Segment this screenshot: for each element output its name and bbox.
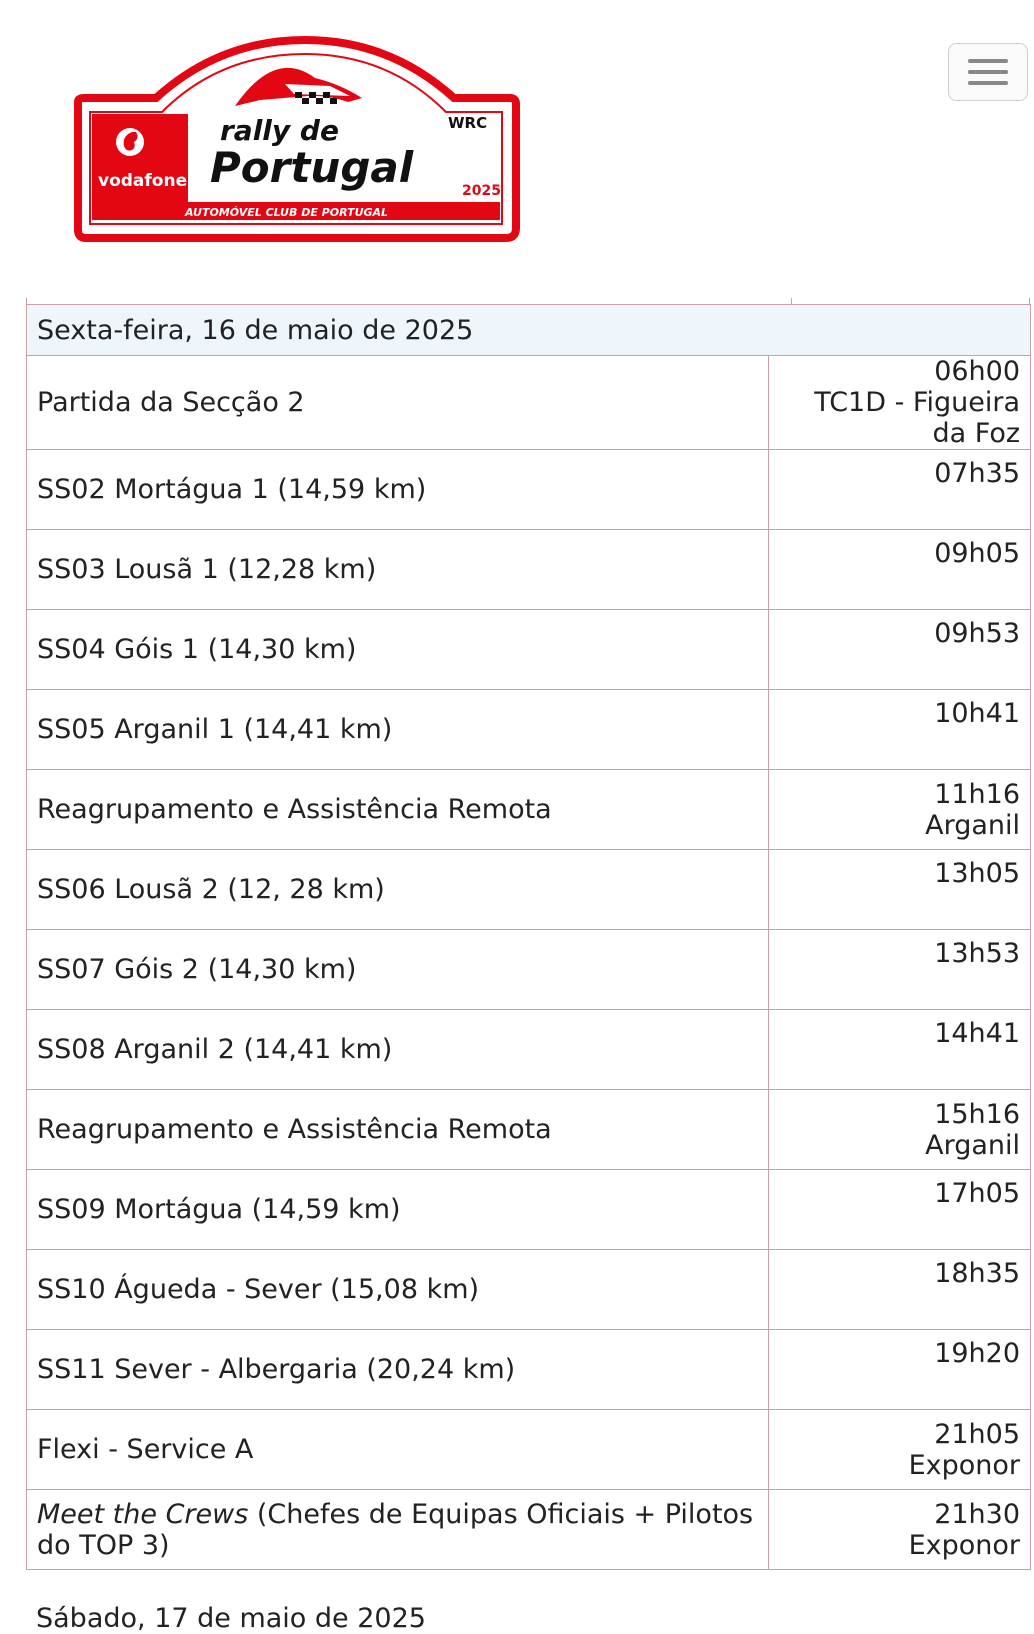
event-time-cell — [769, 690, 1031, 770]
event-name: SS06 Lousã 2 (12, 28 km) — [27, 850, 769, 930]
event-time-cell — [769, 610, 1031, 690]
event-time: 21h05 — [934, 1418, 1021, 1450]
table-row — [27, 1010, 1031, 1090]
event-name: Reagrupamento e Assistência Remota — [27, 1090, 769, 1170]
event-location: Arganil — [925, 1129, 1021, 1161]
event-name: Partida da Secção 2 — [27, 356, 769, 450]
event-location: Arganil — [925, 809, 1021, 841]
event-time: 07h35 — [934, 458, 1021, 489]
rally-de-portugal-logo[interactable] — [70, 40, 540, 250]
table-row — [27, 450, 1031, 530]
site-header — [0, 0, 1034, 300]
event-name: SS05 Arganil 1 (14,41 km) — [27, 690, 769, 770]
event-location: Exponor — [908, 1529, 1021, 1561]
table-row — [27, 930, 1031, 1010]
event-time-cell — [769, 1410, 1031, 1490]
table-row — [27, 1090, 1031, 1170]
next-day-header-partial — [26, 1603, 1030, 1634]
logo-organizer: AUTOMÓVEL CLUB DE PORTUGAL — [185, 206, 389, 219]
event-name-emphasis: Meet the Crews — [37, 1498, 249, 1530]
hamburger-menu-icon — [968, 59, 1008, 63]
event-name: SS03 Lousã 1 (12,28 km) — [27, 530, 769, 610]
event-time-cell — [769, 1330, 1031, 1410]
hamburger-menu-icon-bar — [968, 70, 1008, 74]
table-row — [27, 770, 1031, 850]
event-time: 09h53 — [934, 618, 1021, 649]
event-time: 06h00 — [934, 356, 1021, 387]
hamburger-menu-icon-bar — [968, 81, 1008, 85]
event-time: 11h16 — [934, 778, 1021, 810]
event-time-cell — [769, 770, 1031, 850]
day-header-row — [27, 305, 1031, 356]
event-time-cell — [769, 1010, 1031, 1090]
table-row — [27, 530, 1031, 610]
event-time: 14h41 — [934, 1018, 1021, 1049]
logo-line1: rally de — [220, 114, 339, 147]
event-location: Exponor — [908, 1449, 1021, 1481]
table-row — [27, 356, 1031, 450]
event-time: 10h41 — [934, 698, 1021, 729]
event-time: 19h20 — [934, 1338, 1021, 1369]
table-row — [27, 1250, 1031, 1330]
event-name: SS02 Mortágua 1 (14,59 km) — [27, 450, 769, 530]
event-time-cell — [769, 530, 1031, 610]
event-name: SS04 Góis 1 (14,30 km) — [27, 610, 769, 690]
event-time-cell — [769, 850, 1031, 930]
event-name: SS10 Águeda - Sever (15,08 km) — [27, 1250, 769, 1330]
table-row — [27, 850, 1031, 930]
event-time-cell — [769, 1170, 1031, 1250]
event-time: 09h05 — [934, 538, 1021, 569]
wrc-badge: WRC — [448, 114, 488, 132]
table-row — [27, 1410, 1031, 1490]
table-row — [27, 610, 1031, 690]
event-time: 15h16 — [934, 1098, 1021, 1130]
next-day-header: Sábado, 17 de maio de 2025 — [36, 1603, 426, 1634]
event-name-rest: (Chefes de Equipas Oficiais + Pilotos do TOP 3) — [37, 1498, 754, 1561]
event-time: 13h05 — [934, 858, 1021, 889]
hamburger-menu-button[interactable] — [948, 43, 1028, 101]
table-row — [27, 1330, 1031, 1410]
table-row — [27, 690, 1031, 770]
event-time-cell — [769, 356, 1031, 450]
day-header: Sexta-feira, 16 de maio de 2025 — [27, 305, 1031, 356]
event-time-cell — [769, 930, 1031, 1010]
event-time-cell — [769, 1250, 1031, 1330]
event-time-cell — [769, 450, 1031, 530]
event-time: 13h53 — [934, 938, 1021, 969]
event-name: SS07 Góis 2 (14,30 km) — [27, 930, 769, 1010]
table-row — [27, 1170, 1031, 1250]
event-name: SS09 Mortágua (14,59 km) — [27, 1170, 769, 1250]
vodafone-brand: vodafone — [98, 171, 188, 191]
event-name: SS11 Sever - Albergaria (20,24 km) — [27, 1330, 769, 1410]
event-time-cell — [769, 1490, 1031, 1570]
schedule-table — [26, 304, 1031, 1570]
event-time: 17h05 — [934, 1178, 1021, 1209]
event-time-cell — [769, 1090, 1031, 1170]
event-name: Reagrupamento e Assistência Remota — [27, 770, 769, 850]
table-row — [27, 1490, 1031, 1570]
event-name — [27, 1490, 769, 1570]
event-location: TC1D - Figueira da Foz — [814, 387, 1021, 449]
event-time: 18h35 — [934, 1258, 1021, 1289]
event-name: Flexi - Service A — [27, 1410, 769, 1490]
event-name: SS08 Arganil 2 (14,41 km) — [27, 1010, 769, 1090]
event-time: 21h30 — [934, 1498, 1021, 1530]
logo-year: 2025 — [462, 183, 501, 199]
logo-line2: Portugal — [210, 143, 414, 192]
